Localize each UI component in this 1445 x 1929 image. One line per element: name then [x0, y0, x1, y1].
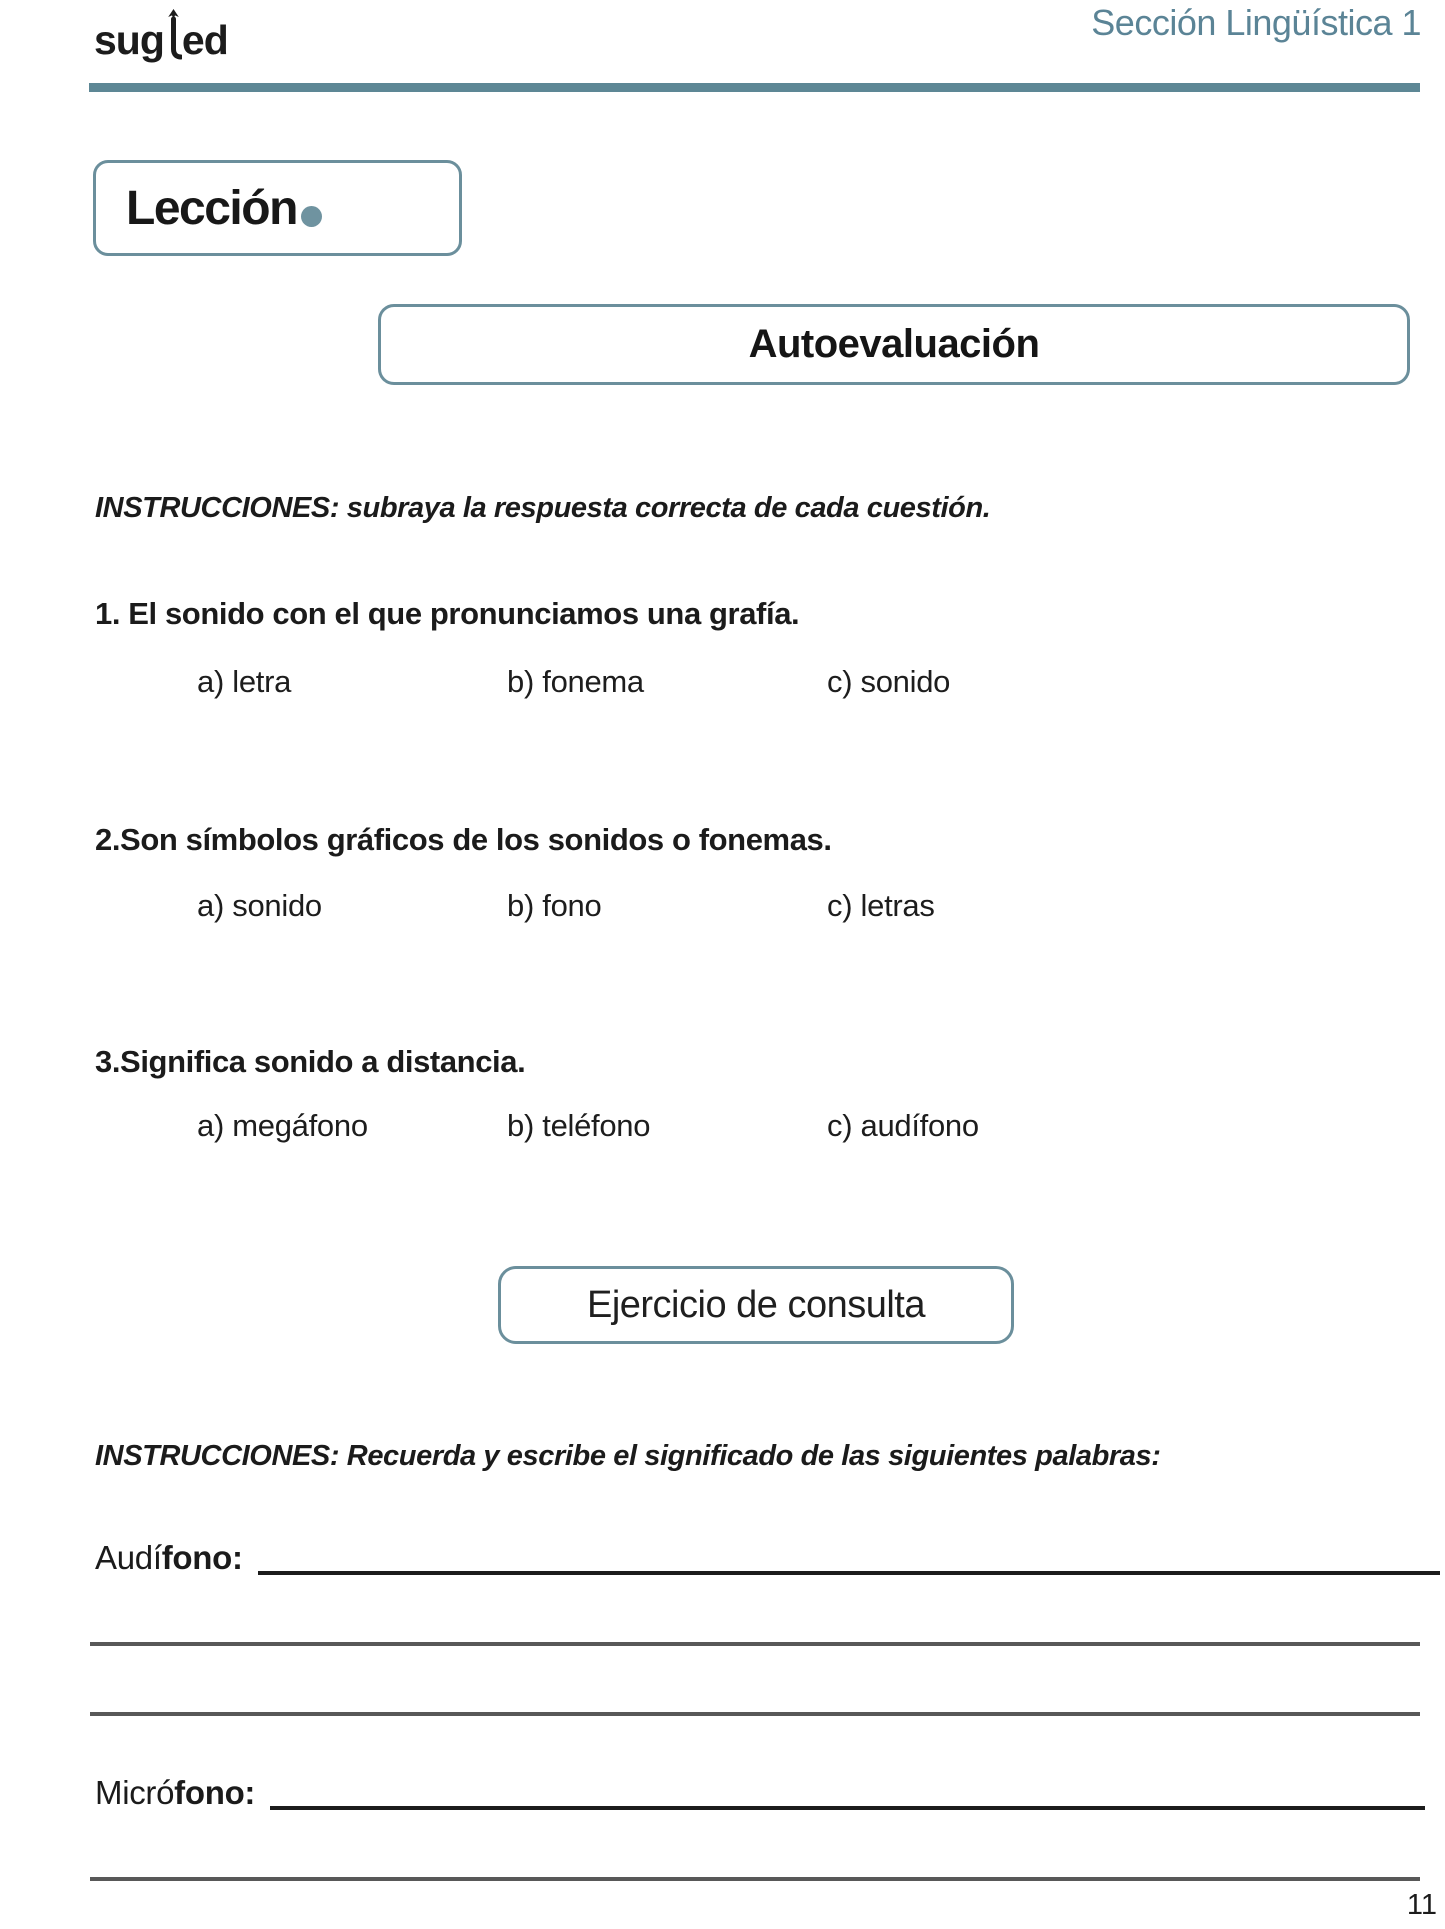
question-2-option-a: a) sonido	[197, 888, 322, 923]
question-2-option-c: c) letras	[827, 888, 935, 923]
section-title: Sección Lingüística 1	[1091, 2, 1421, 43]
consulta-heading-box	[498, 1266, 1014, 1344]
term-label-audifono	[95, 1538, 243, 1578]
consulta-instructions: INSTRUCCIONES: Recuerda y escribe el significado de las siguientes palabras:	[95, 1440, 1161, 1472]
write-line-microfono	[270, 1806, 1425, 1810]
dot-icon	[301, 206, 322, 227]
answer-line-3	[90, 1877, 1420, 1881]
term-microfono-prefix: Micró	[95, 1774, 175, 1811]
answer-line-1	[90, 1642, 1420, 1646]
logo-text-prefix: sug	[94, 17, 164, 63]
question-2-option-b: b) fono	[507, 888, 602, 923]
term-label-microfono	[95, 1773, 255, 1813]
question-3-option-a: a) megáfono	[197, 1108, 368, 1143]
term-audifono-bold: fono:	[161, 1539, 243, 1576]
lesson-label: Lección	[126, 181, 297, 235]
consulta-title: Ejercicio de consulta	[586, 1283, 925, 1326]
term-row-microfono	[95, 1773, 1425, 1813]
question-1-option-a: a) letra	[197, 664, 292, 699]
term-row-audifono	[95, 1538, 1440, 1578]
lesson-heading-box	[93, 160, 462, 256]
term-microfono-bold: fono:	[174, 1774, 256, 1811]
question-1-option-b: b) fonema	[507, 664, 644, 699]
sugled-logo	[94, 6, 228, 61]
question-2-heading: 2.Son símbolos gráficos de los sonidos o fonemas.	[95, 822, 832, 857]
term-audifono-prefix: Audí	[95, 1539, 162, 1576]
page-number: 11	[1406, 1889, 1437, 1921]
question-3-option-b: b) teléfono	[507, 1108, 651, 1143]
header-rule	[89, 83, 1420, 92]
write-line-audifono	[258, 1571, 1440, 1575]
answer-line-2	[90, 1712, 1420, 1716]
question-1-heading: 1. El sonido con el que pronunciamos una grafía.	[95, 596, 800, 631]
sprout-icon	[165, 6, 182, 60]
logo-text-suffix: ed	[181, 17, 228, 63]
question-1-option-c: c) sonido	[827, 664, 951, 699]
question-3-heading: 3.Significa sonido a distancia.	[95, 1044, 526, 1079]
question-3-option-c: c) audífono	[827, 1108, 979, 1143]
autoevaluacion-heading-box	[378, 304, 1410, 385]
autoevaluacion-instructions: INSTRUCCIONES: subraya la respuesta correcta de cada cuestión.	[95, 492, 991, 524]
autoevaluacion-title: Autoevaluación	[748, 322, 1040, 366]
